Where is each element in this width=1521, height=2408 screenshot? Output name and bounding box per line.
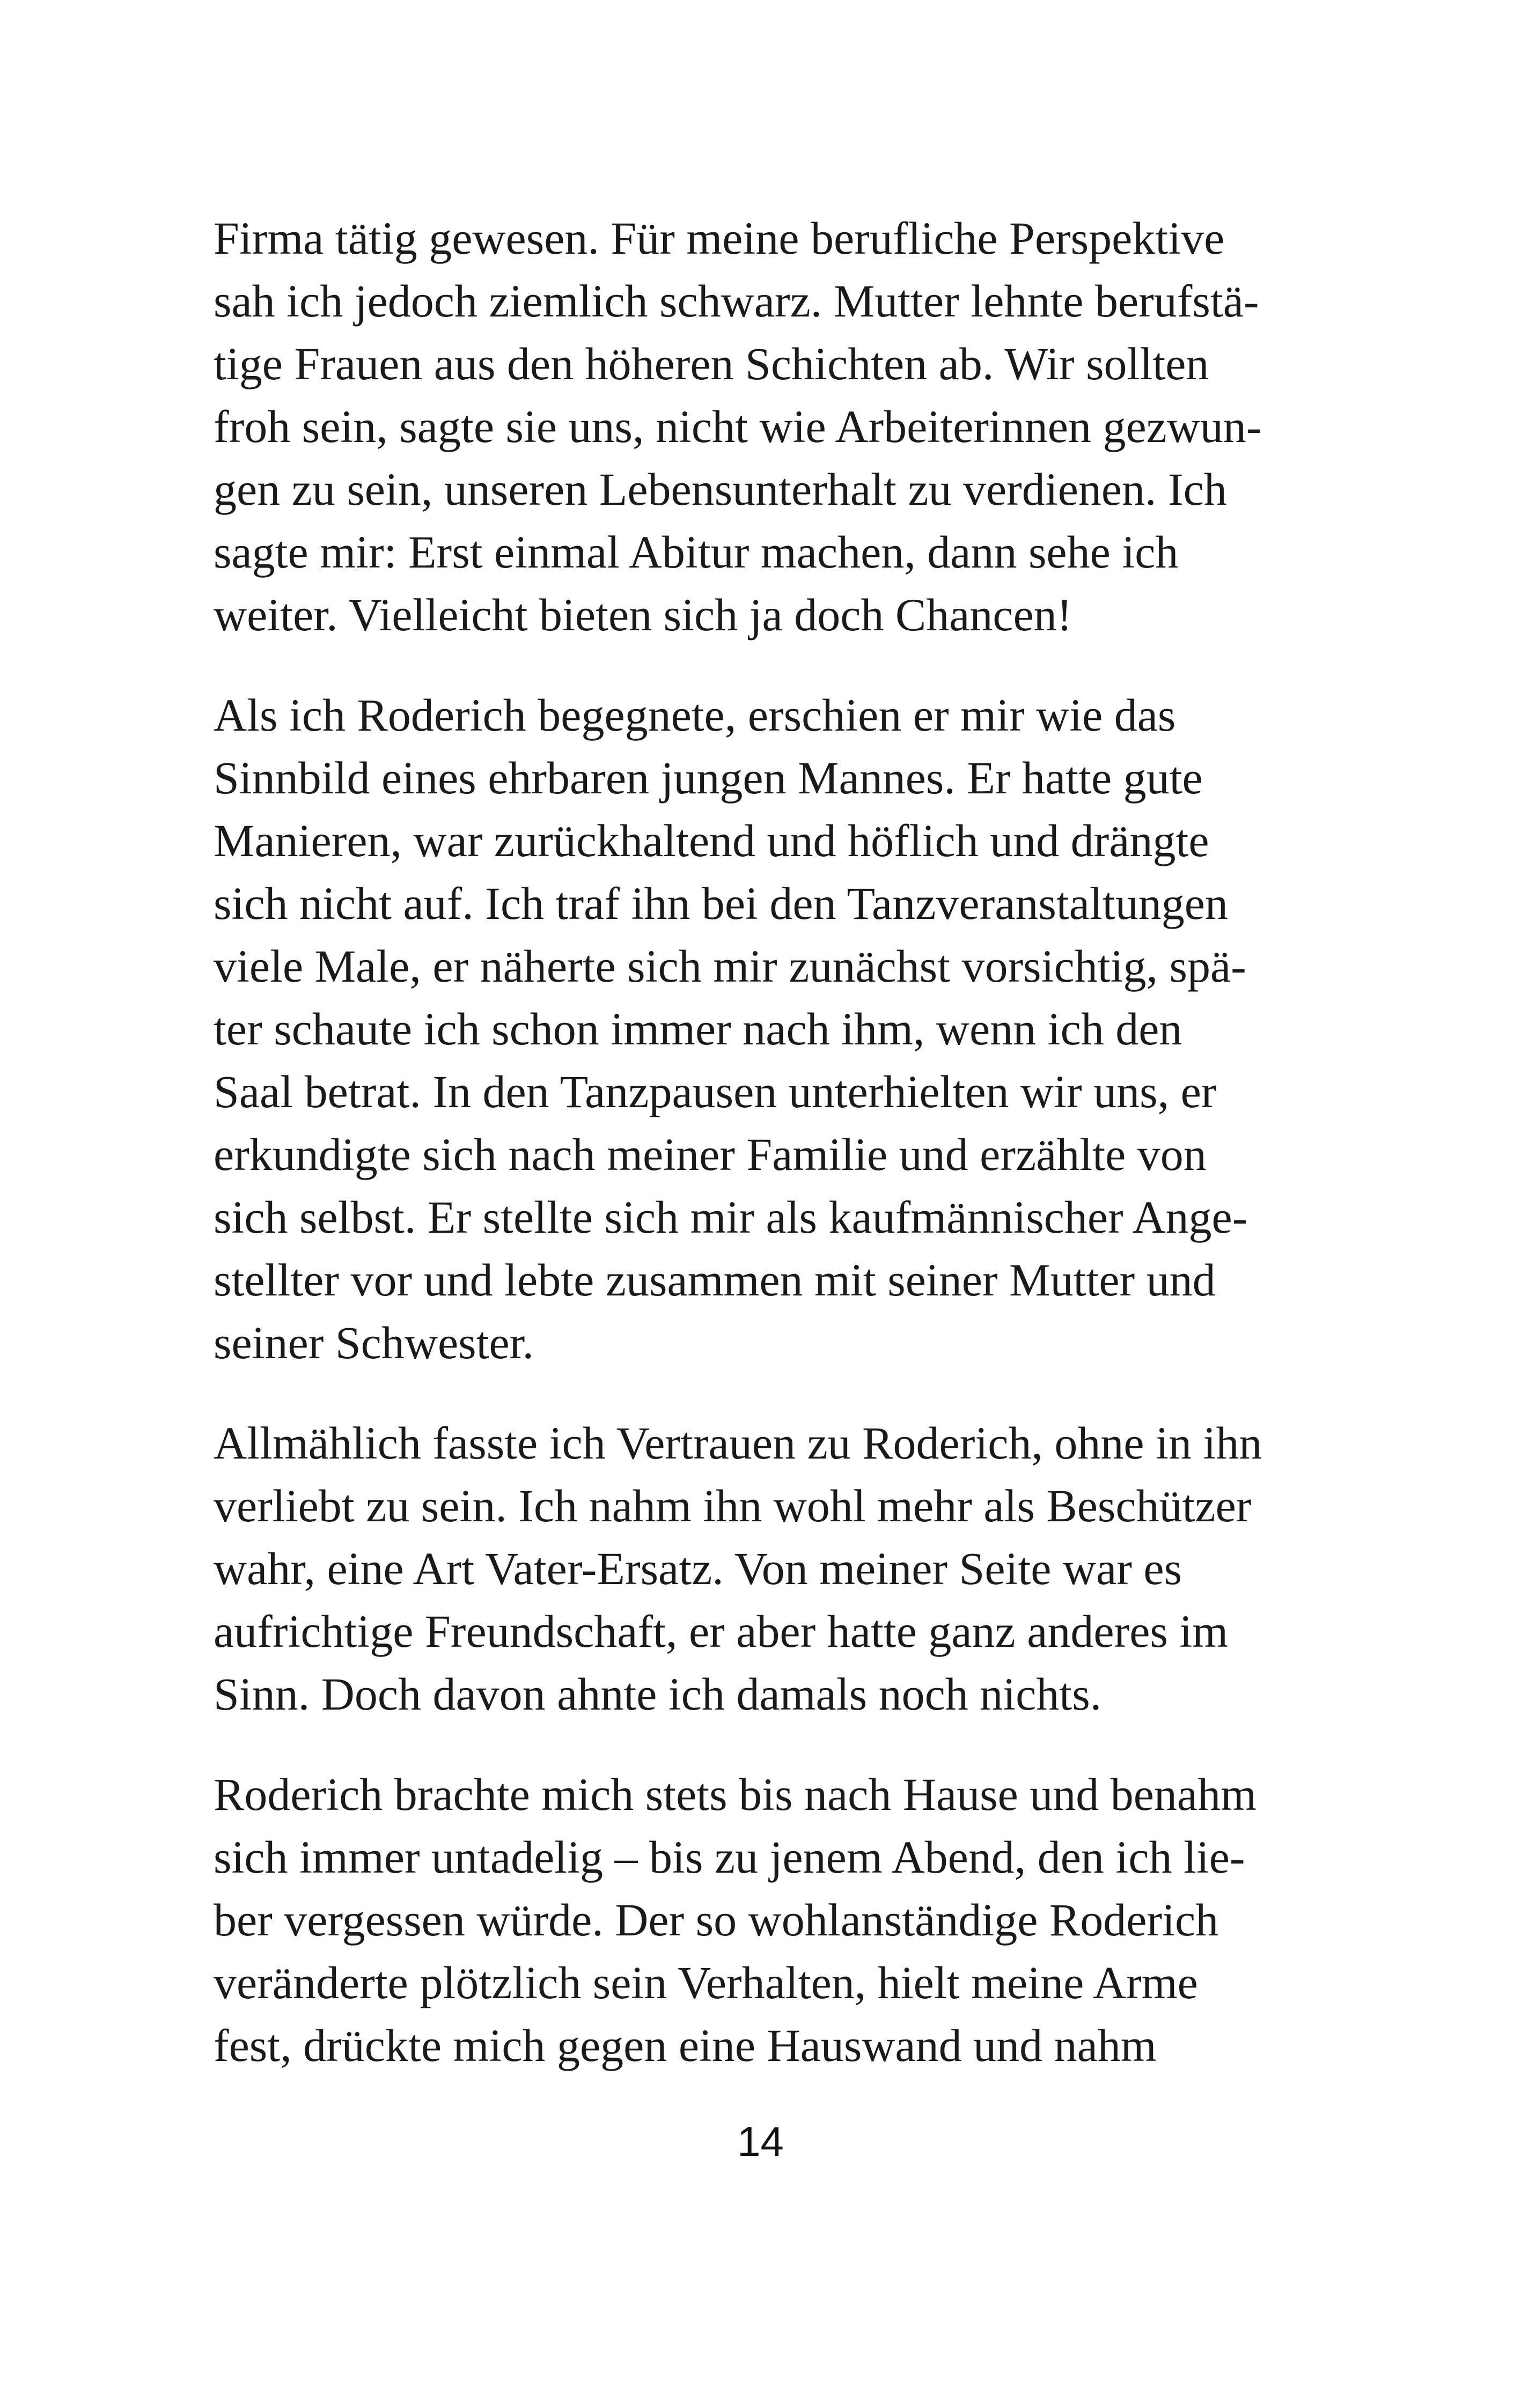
body-text: [214, 207, 1319, 2115]
text-line: Saal betrat. In den Tanzpausen unterhielten wir uns, er: [214, 1066, 1217, 1117]
text-line: sich nicht auf. Ich traf ihn bei den Tanzveranstaltungen: [214, 878, 1228, 929]
text-line: seiner Schwester.: [214, 1317, 534, 1368]
paragraph-1: [214, 207, 1319, 646]
text-line: viele Male, er näherte sich mir zunächst vorsichtig, spä-: [214, 940, 1246, 992]
text-line: fest, drückte mich gegen eine Hauswand und nahm: [214, 2020, 1157, 2071]
text-line: Firma tätig gewesen. Für meine berufliche Perspektive: [214, 212, 1225, 264]
text-line: Sinn. Doch davon ahnte ich damals noch nichts.: [214, 1668, 1102, 1720]
text-line: Roderich brachte mich stets bis nach Hause und benahm: [214, 1769, 1257, 1820]
text-line: erkundigte sich nach meiner Familie und erzählte von: [214, 1129, 1207, 1180]
text-line: weiter. Vielleicht bieten sich ja doch Chancen!: [214, 589, 1072, 640]
text-line: gen zu sein, unseren Lebensunterhalt zu verdienen. Ich: [214, 463, 1227, 515]
text-line: sah ich jedoch ziemlich schwarz. Mutter lehnte berufstä-: [214, 275, 1259, 327]
text-line: sich immer untadelig – bis zu jenem Abend, den ich lie-: [214, 1831, 1245, 1883]
text-line: sagte mir: Erst einmal Abitur machen, dann sehe ich: [214, 526, 1179, 578]
text-line: Sinnbild eines ehrbaren jungen Mannes. Er hatte gute: [214, 752, 1203, 804]
text-line: aufrichtige Freundschaft, er aber hatte ganz anderes im: [214, 1606, 1229, 1657]
paragraph-3: [214, 1412, 1319, 1726]
text-line: wahr, eine Art Vater-Ersatz. Von meiner Seite war es: [214, 1543, 1182, 1594]
text-line: froh sein, sagte sie uns, nicht wie Arbeiterinnen gezwun-: [214, 401, 1262, 452]
text-line: Als ich Roderich begegnete, erschien er mir wie das: [214, 689, 1176, 741]
text-line: stellter vor und lebte zusammen mit seiner Mutter und: [214, 1254, 1216, 1306]
text-line: ber vergessen würde. Der so wohlanständige Roderich: [214, 1894, 1219, 1946]
text-line: veränderte plötzlich sein Verhalten, hielt meine Arme: [214, 1957, 1198, 2008]
paragraph-4: [214, 1763, 1319, 2077]
text-line: Allmählich fasste ich Vertrauen zu Roderich, ohne in ihn: [214, 1417, 1262, 1469]
paragraph-2: [214, 684, 1319, 1374]
text-line: verliebt zu sein. Ich nahm ihn wohl mehr als Beschützer: [214, 1480, 1252, 1531]
text-line: ter schaute ich schon immer nach ihm, wenn ich den: [214, 1003, 1182, 1055]
text-line: tige Frauen aus den höheren Schichten ab. Wir sollten: [214, 338, 1209, 389]
text-line: sich selbst. Er stellte sich mir als kaufmännischer Ange-: [214, 1191, 1248, 1243]
page-number: 14: [737, 2118, 784, 2165]
text-line: Manieren, war zurückhaltend und höflich und drängte: [214, 815, 1209, 866]
